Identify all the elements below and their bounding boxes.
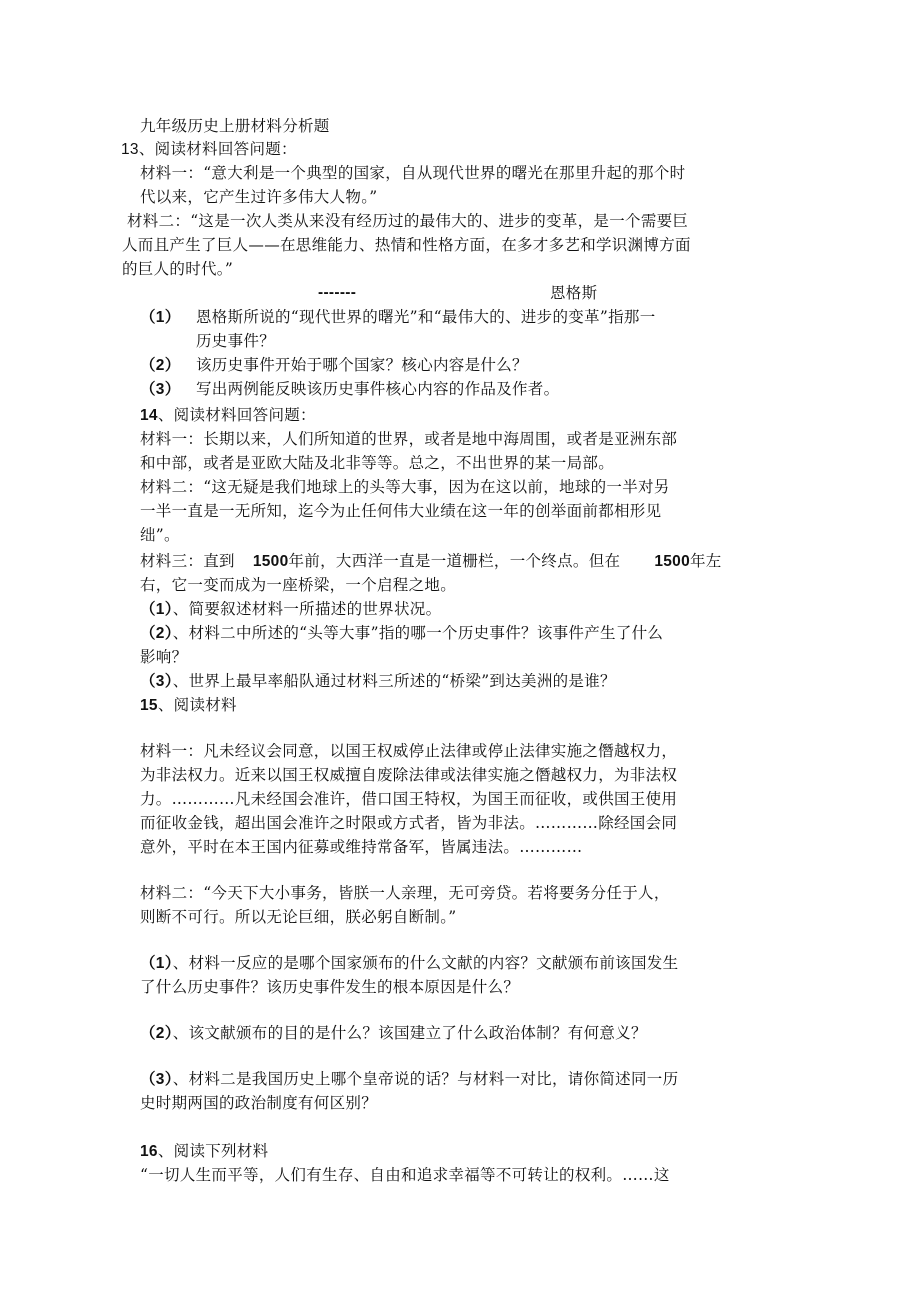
document-title: 九年级历史上册材料分析题 — [140, 117, 330, 135]
q15-heading: 15、阅读材料 — [140, 696, 237, 714]
q13-part3-label: （3） — [140, 381, 181, 398]
q15-part1: （1）、材料一反应的是哪个国家颁布的什么文献的内容？文献颁布前该国发生 — [140, 954, 679, 972]
q13-material2-line: 人而且产生了巨人——在思维能力、热情和性格方面，在多才多艺和学识渊博方面 — [122, 236, 691, 254]
q15-material1-line: 意外，平时在本王国内征募或维持常备军，皆属违法。………… — [140, 838, 583, 856]
q15-material1-line: 力。…………凡未经国会准许，借口国王特权，为国王而征收，或供国王使用 — [140, 790, 678, 808]
q15-part1-line: 了什么历史事件？该历史事件发生的根本原因是什么？ — [140, 978, 520, 996]
q13-part1-label: （1） — [140, 309, 181, 326]
q13-source: 恩格斯 — [550, 284, 598, 302]
q14-material1-line: 材料一：长期以来，人们所知道的世界，或者是地中海周围，或者是亚洲东部 — [140, 430, 678, 448]
q14-material2-line: 一半一直是一无所知，迄今为止任何伟大业绩在这一年的创举面前都相形见 — [140, 502, 662, 520]
q14-part3: （3）、世界上最早率船队通过材料三所述的“桥梁”到达美洲的是谁？ — [140, 672, 616, 690]
q15-part3-line: 史时期两国的政治制度有何区别？ — [140, 1094, 378, 1112]
q14-material1-line: 和中部，或者是亚欧大陆及北非等等。总之，不出世界的某一局部。 — [140, 454, 615, 472]
q14-part2: （2）、材料二中所述的“头等大事”指的哪一个历史事件？该事件产生了什么 — [140, 624, 664, 642]
q15-material2-line: 材料二：“今天下大小事务，皆朕一人亲理，无可旁贷。若将要务分任于人， — [140, 884, 670, 902]
q16-material-line: “一切人生而平等，人们有生存、自由和追求幸福等不可转让的权利。……这 — [140, 1166, 670, 1184]
q13-part3-line: 写出两例能反映该历史事件核心内容的作品及作者。 — [196, 380, 560, 398]
q13-number: 13 — [121, 141, 139, 158]
q15-part3: （3）、材料二是我国历史上哪个皇帝说的话？与材料一对比，请你简述同一历 — [140, 1070, 679, 1088]
q13-part1-line: 历史事件？ — [196, 332, 276, 350]
q14-number: 14 — [140, 407, 158, 424]
q13-material2-line: 材料二：“这是一次人类从来没有经历过的最伟大的、进步的变革，是一个需要巨 — [127, 212, 689, 230]
q16-heading: 16、阅读下列材料 — [140, 1142, 269, 1160]
q15-material1-line: 为非法权力。近来以国王权威擅自废除法律或法律实施之僭越权力，为非法权 — [140, 766, 678, 784]
q14-heading: 14、阅读材料回答问题： — [140, 406, 316, 424]
q15-material2-line: 则断不可行。所以无论巨细，朕必躬自断制。” — [140, 908, 457, 926]
q14-part2-line: 影响？ — [140, 648, 188, 666]
q14-part1: （1）、简要叙述材料一所描述的世界状况。 — [140, 600, 442, 618]
q14-material2-line: 绌”。 — [140, 526, 180, 544]
q14-material3-line: 材料三：直到 1500年前，大西洋一直是一道栅栏，一个终点。但在 1500年左 — [140, 552, 722, 570]
q16-number: 16 — [140, 1143, 158, 1160]
q13-source-dashes: ------- — [318, 284, 357, 301]
q15-number: 15 — [140, 697, 158, 714]
q13-material1-line: 代以来，它产生过许多伟大人物。” — [140, 188, 378, 206]
q14-material2-line: 材料二：“这无疑是我们地球上的头等大事，因为在这以前，地球的一半对另 — [140, 478, 670, 496]
q13-material2-line: 的巨人的时代。” — [122, 260, 234, 278]
q14-material3-line: 右，它一变而成为一座桥梁，一个启程之地。 — [140, 576, 457, 594]
q13-material1-line: 材料一：“意大利是一个典型的国家，自从现代世界的曙光在那里升起的那个时 — [140, 164, 686, 182]
q13-part1-line: 恩格斯所说的“现代世界的曙光”和“最伟大的、进步的变革”指那一 — [196, 308, 656, 326]
q13-part2-label: （2） — [140, 357, 181, 374]
q15-part2: （2）、该文献颁布的目的是什么？该国建立了什么政治体制？有何意义？ — [140, 1024, 647, 1042]
q15-material1-line: 而征收金钱，超出国会准许之时限或方式者，皆为非法。…………除经国会同 — [140, 814, 678, 832]
q15-material1-line: 材料一：凡未经议会同意，以国王权威停止法律或停止法律实施之僭越权力， — [140, 742, 678, 760]
q13-heading: 13、阅读材料回答问题： — [121, 140, 297, 158]
q13-part2-line: 该历史事件开始于哪个国家？核心内容是什么？ — [196, 356, 528, 374]
